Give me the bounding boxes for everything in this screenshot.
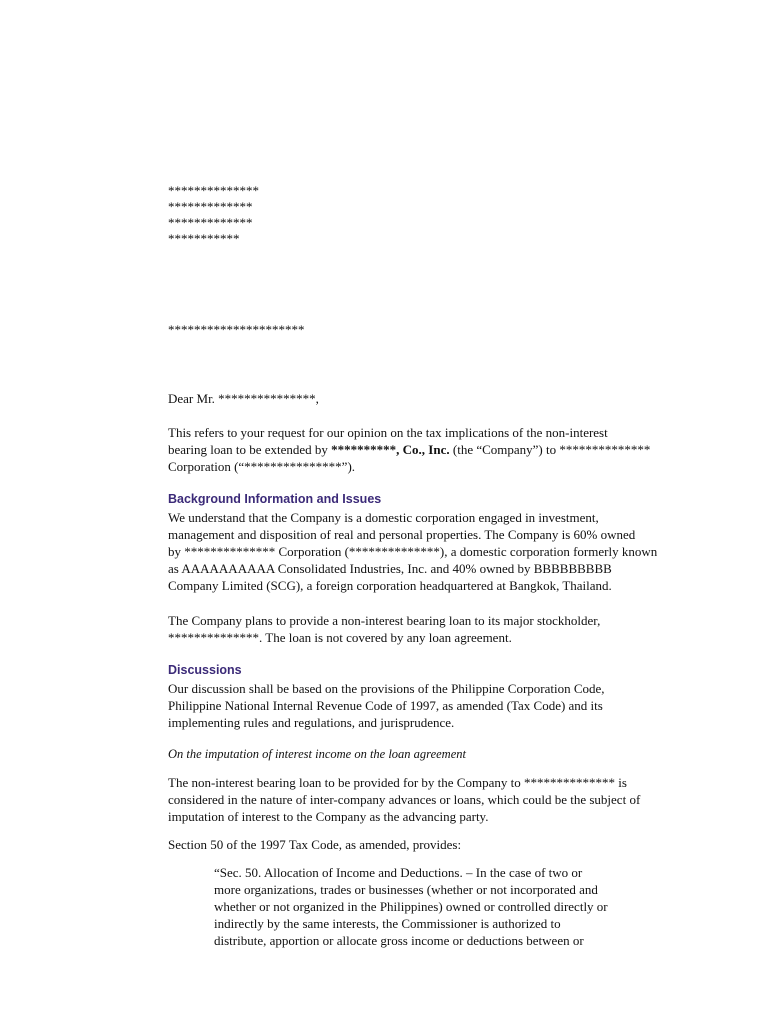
intro-line: Corporation (“***************”). [168, 459, 356, 474]
discussions-paragraph-1 [168, 680, 698, 731]
para-line: The Company plans to provide a non-interest bearing loan to its major stockholder, [168, 613, 601, 628]
discussions-heading: Discussions [168, 663, 242, 677]
address-line: ************* [168, 215, 253, 230]
para-line: The non-interest bearing loan to be provided for by the Company to ************** is [168, 775, 627, 790]
background-paragraph-1 [168, 509, 698, 594]
intro-text: (the “Company”) to ************** [449, 442, 651, 457]
background-heading: Background Information and Issues [168, 492, 382, 506]
para-line: implementing rules and regulations, and jurisprudence. [168, 715, 455, 730]
background-paragraph-2 [168, 612, 698, 646]
salutation: Dear Mr. ***************, [168, 391, 319, 406]
quote-line: “Sec. 50. Allocation of Income and Deductions. – In the case of two or [214, 865, 583, 880]
intro-line: This refers to your request for our opinion on the tax implications of the non-interest [168, 425, 608, 440]
para-line: as AAAAAAAAAA Consolidated Industries, Inc. and 40% owned by BBBBBBBBB [168, 561, 612, 576]
subject-line: ********************* [168, 322, 305, 337]
address-line: *********** [168, 231, 240, 246]
para-line: by ************** Corporation (**************), a domestic corporation formerly known [168, 544, 658, 559]
address-line: ************* [168, 199, 253, 214]
para-line: **************. The loan is not covered by any loan agreement. [168, 630, 512, 645]
intro-text: bearing loan to be extended by [168, 442, 332, 457]
company-name: **********, Co., Inc. [331, 442, 450, 457]
para-line: considered in the nature of inter-company advances or loans, which could be the subject of [168, 792, 641, 807]
quote-line: indirectly by the same interests, the Commissioner is authorized to [214, 916, 561, 931]
quote-line: distribute, apportion or allocate gross income or deductions between or [214, 933, 584, 948]
para-line: We understand that the Company is a domestic corporation engaged in investment, [168, 510, 599, 525]
para-line: Philippine National Internal Revenue Code of 1997, as amended (Tax Code) and its [168, 698, 603, 713]
discussions-paragraph-2 [168, 774, 698, 825]
quote-line: more organizations, trades or businesses (whether or not incorporated and [214, 882, 598, 897]
para-line: Our discussion shall be based on the provisions of the Philippine Corporation Code, [168, 681, 605, 696]
para-line: imputation of interest to the Company as the advancing party. [168, 809, 489, 824]
section-50-quote [214, 864, 608, 949]
para-line: management and disposition of real and personal properties. The Company is 60% owned [168, 527, 636, 542]
section-50-intro: Section 50 of the 1997 Tax Code, as amended, provides: [168, 837, 462, 852]
para-line: Company Limited (SCG), a foreign corporation headquartered at Bangkok, Thailand. [168, 578, 612, 593]
address-block [168, 183, 259, 247]
imputation-subheading: On the imputation of interest income on the loan agreement [168, 747, 466, 761]
intro-paragraph [168, 424, 698, 475]
address-line: ************** [168, 183, 259, 198]
quote-line: whether or not organized in the Philippines) owned or controlled directly or [214, 899, 608, 914]
intro-line [168, 441, 698, 458]
